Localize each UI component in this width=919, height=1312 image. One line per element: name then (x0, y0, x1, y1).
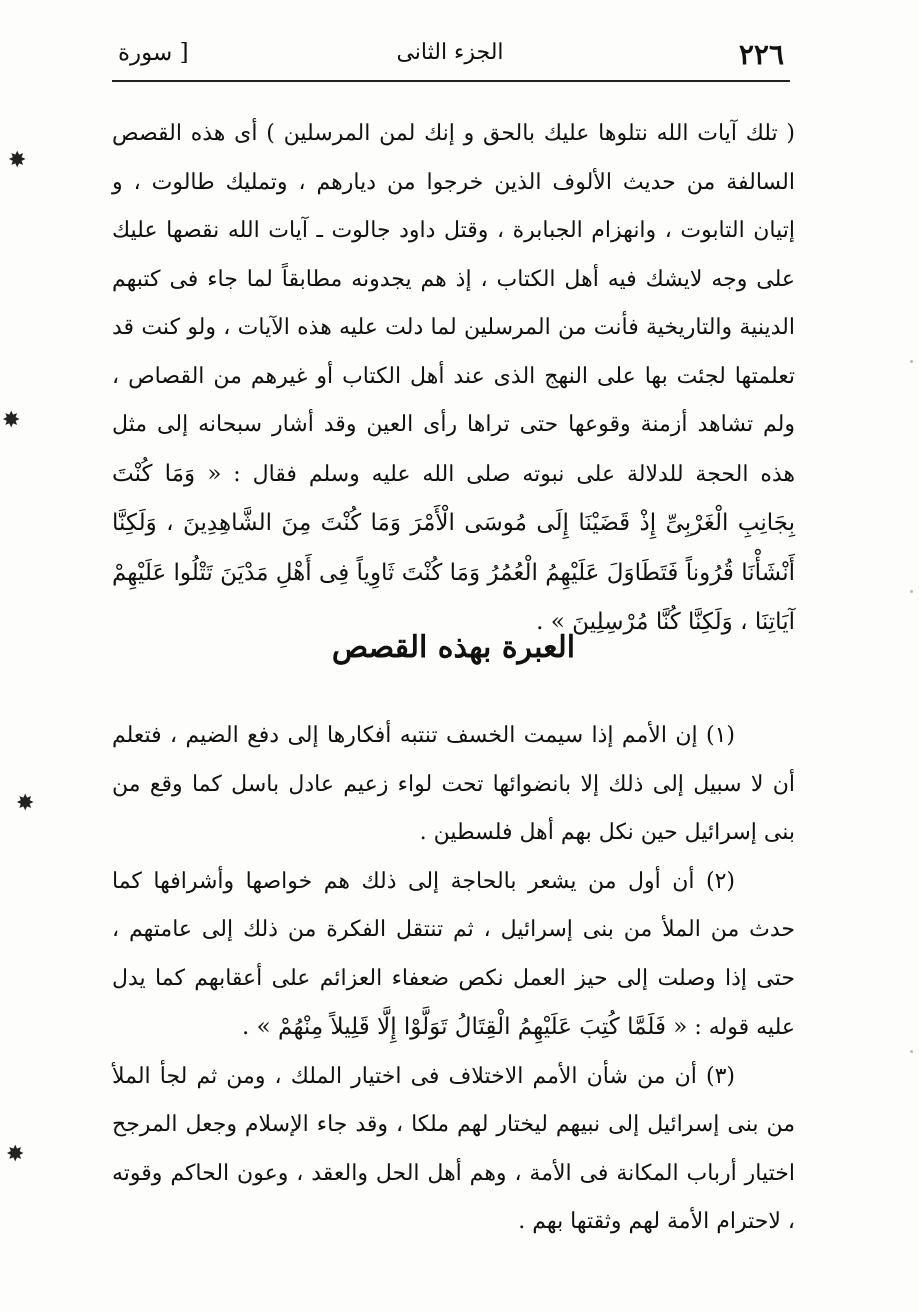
margin-punch-mark: ✸ (16, 791, 35, 816)
lesson-number: (٢) (705, 868, 735, 894)
lesson-verse: « فَلَمَّا كُتِبَ عَلَيْهِمُ الْقِتَالُ تَوَلَّوْا إِلَّا قَلِيلاً مِنْهُمْ » . (242, 1014, 688, 1040)
intro-text (112, 110, 795, 648)
page-number: ٢٢٦ (738, 38, 784, 71)
lesson-item (112, 712, 795, 858)
intro-paragraph (112, 110, 795, 648)
intro-paragraph-text: ( تلك آيات الله نتلوها عليك بالحق و إنك لمن المرسلين ) أى هذه القصص السالفة من حديث الألوف الذين خرجوا من ديارهم ، وتمليك طالوت ، و إتيان التابوت ، وانهزام الجبابرة ، وقتل داود جالوت ـ آيات الله نقصها عليك على وجه لايشك فيه أهل الكتاب ، إذ هم يجدونه مطابقاً لما جاء فى كتبهم الدينية والتاريخية فأنت من المرسلين لما دلت عليه هذه الآيات ، ولو كنت قد تعلمتها لجئت بها على النهج الذى عند أهل الكتاب أو غيرهم من القصاص ، ولم تشاهد أزمنة وقوعها حتى تراها رأى العين وقد أشار سبحانه إلى مثل هذه الحجة للدلالة على نبوته صلى الله عليه وسلم فقال : (112, 121, 795, 487)
margin-punch-mark: ✸ (6, 1142, 25, 1167)
section-heading: العبرة بهذه القصص (331, 630, 576, 665)
lesson-number: (١) (705, 723, 735, 748)
lesson-text: أن من شأن الأمم الاختلاف فى اختيار الملك ، ومن ثم لجأ الملأ من بنى إسرائيل إلى نبيهم ليختار لهم ملكا ، وقد جاء الإسلام وجعل المرجح اختيار أرباب المكانة فى الأمة ، وهم أهل الحل والعقد ، وعون الحاكم وقوته ، لاحترام الأمة لهم وثقتها بهم . (112, 1063, 795, 1234)
margin-speck (910, 590, 913, 593)
lesson-item (112, 1053, 795, 1247)
margin-punch-mark: ✸ (2, 408, 21, 433)
header-divider (112, 80, 790, 82)
lesson-text: أن أول من يشعر بالحاجة إلى ذلك هم خواصها وأشرافها كما حدث من الملأ من بنى إسرائيل ، ثم تنتقل الفكرة من ذلك إلى عامتهم ، حتى إذا وصلت إلى حيز العمل نكص ضعفاء العزائم على أعقابهم كما يدل عليه قوله : (112, 868, 795, 1040)
intro-verse: « وَمَا كُنْتَ بِجَانِبِ الْغَرْبِىِّ إِذْ قَضَيْنَا إِلَى مُوسَى الْأَمْرَ وَمَا كُنْتَ مِنَ الشَّاهِدِينَ ، وَلَكِنَّا أَنْشَأْنَا قُرُوناً فَتَطَاوَلَ عَلَيْهِمُ الْعُمُرُ وَمَا كُنْتَ ثَاوِياً فِى أَهْلِ مَدْيَنَ تَتْلُوا عَلَيْهِمْ آيَاتِنَا ، وَلَكِنَّا كُنَّا مُرْسِلِينَ » . (112, 460, 795, 635)
lesson-number: (٣) (705, 1063, 735, 1089)
margin-speck (910, 1050, 913, 1053)
page-header (112, 38, 788, 78)
running-title: الجزء الثانى (396, 40, 504, 65)
lesson-item (112, 858, 795, 1053)
lesson-text: إن الأمم إذا سيمت الخسف تنتبه أفكارها إلى دفع الضيم ، فتعلم أن لا سبيل إلى ذلك إلا بانضوائها تحت لواء زعيم عادل باسل كما وقع من بنى إسرائيل حين نكل بهم أهل فلسطين . (112, 723, 795, 845)
margin-speck (910, 360, 913, 363)
lessons-list (112, 712, 795, 1247)
margin-punch-mark: ✸ (8, 148, 27, 173)
surah-label: [ سورة (118, 40, 189, 66)
